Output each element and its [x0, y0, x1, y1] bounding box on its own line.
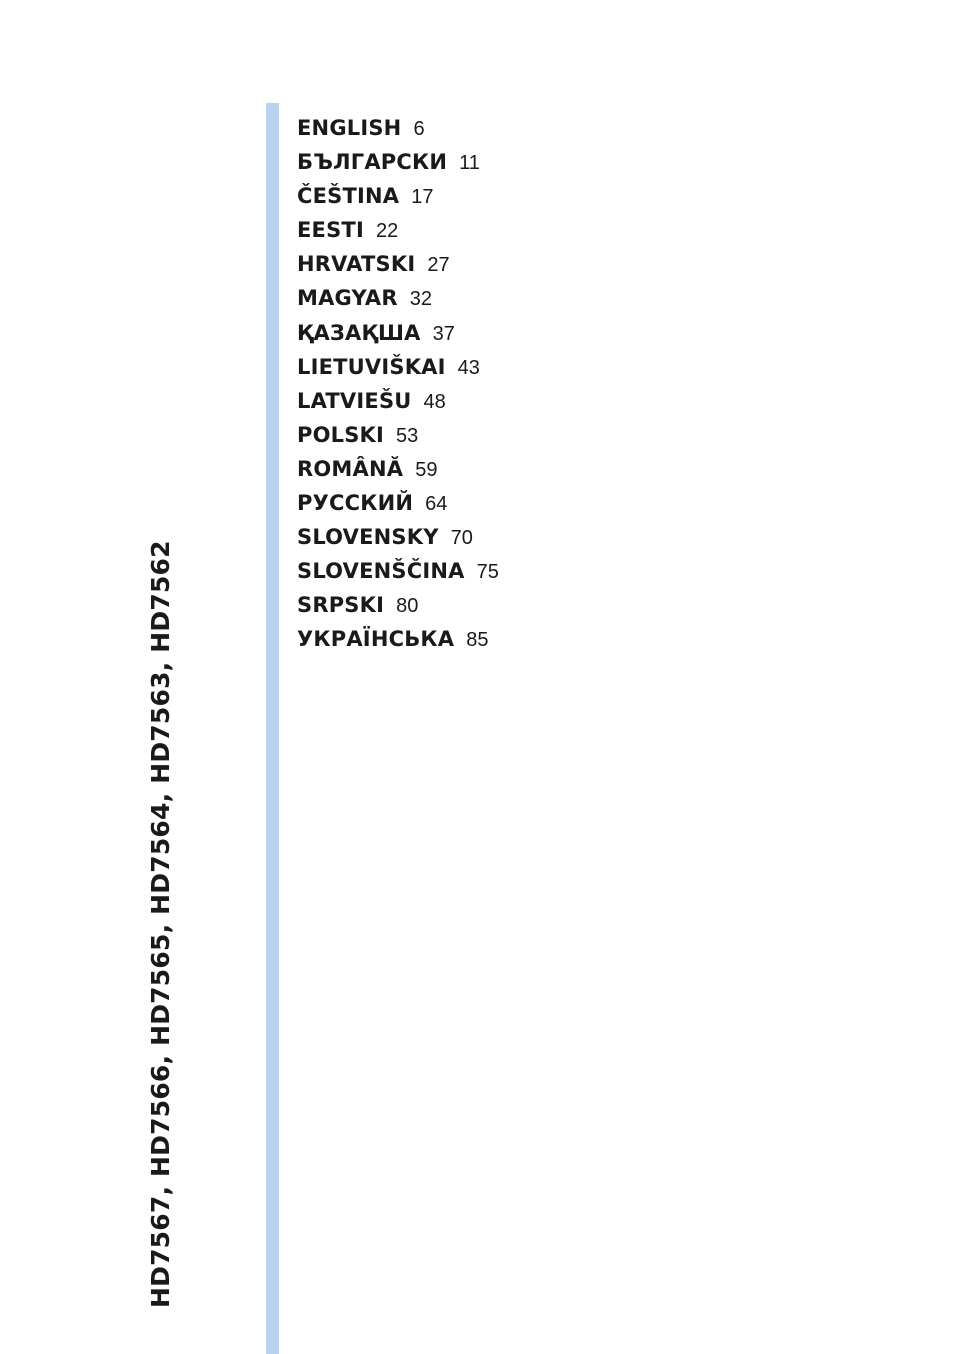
toc-language: MAGYAR [297, 286, 398, 311]
toc-language: УКРАЇНСЬКА [297, 627, 455, 652]
toc-page-number: 43 [457, 356, 480, 379]
toc-language: ČEŠTINA [297, 184, 400, 209]
toc-page-number: 70 [450, 527, 473, 550]
toc-language: SLOVENŠČINA [297, 559, 465, 584]
toc-page-number: 85 [466, 629, 489, 652]
toc-item-english[interactable] [297, 111, 499, 145]
toc-language: ENGLISH [297, 116, 402, 140]
toc-language: ҚАЗАҚША [297, 320, 421, 345]
toc-item-polish[interactable] [297, 418, 499, 452]
toc-item-slovak[interactable] [297, 520, 499, 554]
toc-language: HRVATSKI [297, 252, 416, 277]
toc-item-ukrainian[interactable] [297, 622, 499, 656]
toc-page-number: 17 [411, 186, 434, 209]
model-codes: HD7567, HD7566, HD7565, HD7564, HD7563, HD7562 [146, 540, 175, 1308]
table-of-contents [297, 111, 499, 657]
toc-item-romanian[interactable] [297, 452, 499, 486]
toc-page-number: 22 [375, 220, 399, 243]
toc-page-number: 27 [427, 254, 450, 277]
toc-item-estonian[interactable] [297, 213, 499, 247]
toc-page-number: 48 [423, 390, 446, 413]
toc-item-czech[interactable] [297, 179, 499, 213]
toc-page-number: 37 [432, 322, 455, 345]
accent-bar [266, 103, 279, 1354]
toc-language: LIETUVIŠKAI [297, 354, 446, 379]
toc-language: БЪЛГАРСКИ [297, 150, 448, 175]
toc-item-kazakh[interactable] [297, 316, 499, 350]
toc-page-number: 53 [396, 424, 419, 447]
toc-language: ROMÂNĂ [297, 456, 404, 481]
toc-page-number: 32 [409, 288, 432, 311]
toc-item-serbian[interactable] [297, 588, 499, 622]
toc-page-number: 6 [413, 118, 425, 140]
toc-page-number: 75 [476, 561, 499, 584]
toc-language: LATVIEŠU [297, 388, 412, 413]
toc-language: РУССКИЙ [297, 491, 414, 516]
toc-item-russian[interactable] [297, 486, 499, 520]
toc-language: SRPSKI [297, 593, 385, 618]
toc-page-number: 80 [396, 595, 419, 618]
toc-language: SLOVENSKY [297, 525, 439, 550]
toc-page-number: 64 [425, 493, 448, 516]
toc-item-latvian[interactable] [297, 384, 499, 418]
toc-page-number: 11 [459, 152, 480, 175]
toc-item-hungarian[interactable] [297, 281, 499, 315]
toc-item-slovenian[interactable] [297, 554, 499, 588]
toc-language: EESTI [297, 218, 364, 243]
toc-language: POLSKI [297, 422, 385, 447]
toc-item-croatian[interactable] [297, 247, 499, 281]
toc-page-number: 59 [415, 458, 438, 481]
toc-item-lithuanian[interactable] [297, 350, 499, 384]
toc-item-bulgarian[interactable] [297, 145, 499, 179]
